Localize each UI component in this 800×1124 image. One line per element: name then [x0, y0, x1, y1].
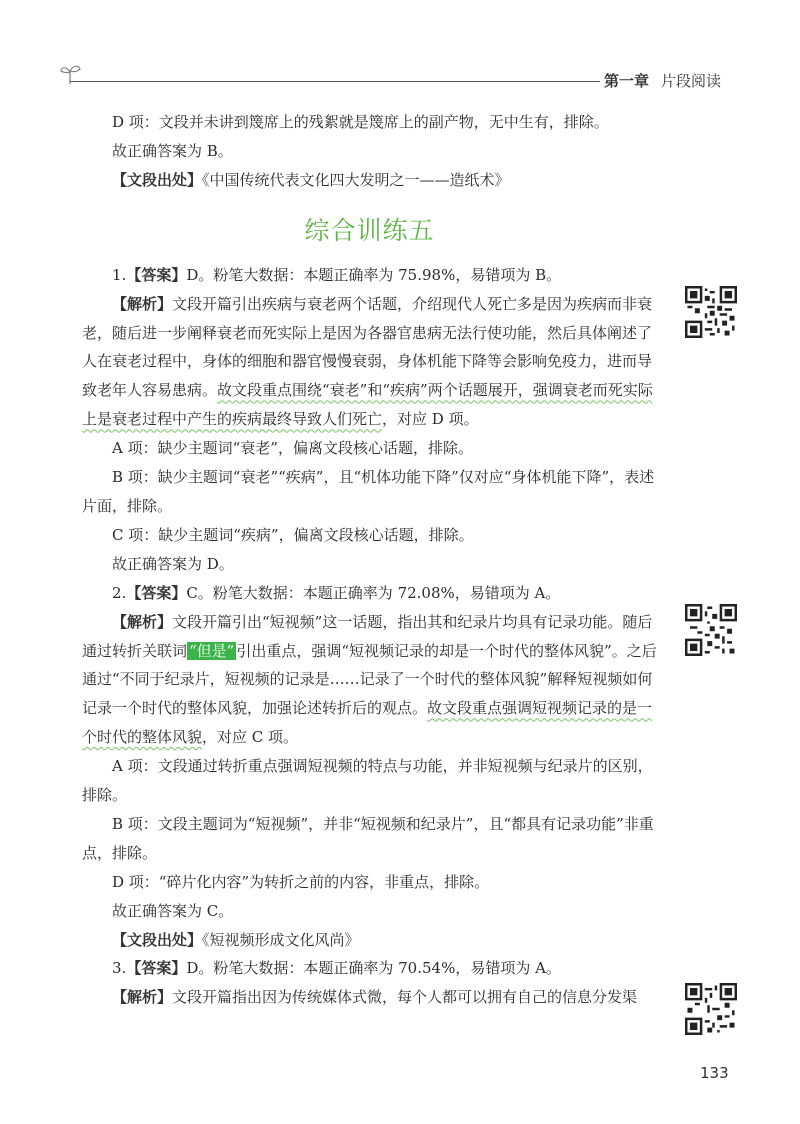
intro-source: [82, 166, 657, 195]
qr-code-icon[interactable]: [685, 983, 737, 1035]
source-title: 《中国传统代表文化四大发明之一——造纸术》: [202, 170, 510, 189]
q2-key-point: 故文段重点强调短视频记录的是一个时代的整体风貌: [82, 699, 653, 747]
qr-code-icon[interactable]: [685, 604, 737, 656]
q2-final: 故正确答案为 C。: [112, 901, 234, 920]
q2-source: [82, 926, 657, 955]
analysis-tag: 【解析】: [112, 294, 173, 313]
highlight-keyword: “但是”: [189, 641, 235, 660]
header-rule: [70, 81, 600, 82]
q1-analysis-text: 文段开篇引出疾病与衰老两个话题，介绍现代人死亡多是因为疾病而非衰老，随后进一步阐释衰老而死实际上是因为各器官患病无法行使功能，然后具体阐述了人在衰老过程中，身体的细胞和器官慢慢衰弱，身体机能下降等会影响免疫力，进而导致老年人容易患病。: [82, 294, 653, 400]
page-content: [82, 108, 657, 1012]
q1-answer-text: D。粉笔大数据：本题正确率为 75.98%，易错项为 B。: [186, 265, 562, 284]
q2-number: 2.: [112, 583, 127, 602]
answer-tag: 【答案】: [126, 959, 187, 978]
q1-final: 故正确答案为 D。: [112, 554, 234, 573]
q2-answer: [82, 579, 657, 608]
answer-tag: 【答案】: [126, 265, 187, 284]
q2-option-b: B 项：文段主题词为“短视频”，并非“短视频和纪录片”，且“都具有记录功能”非重点，排除。: [82, 814, 654, 862]
chapter-header: [604, 70, 721, 91]
source-tag: 【文段出处】: [112, 930, 203, 949]
q2-option-a: A 项：文段通过转折重点强调短视频的特点与功能，并非短视频与纪录片的区别，排除。: [82, 757, 653, 805]
q1-key-point: 故文段重点围绕“衰老”和“疾病”两个话题展开，强调衰老而死实际上是衰老过程中产生的疾病最终导致人们死亡: [82, 381, 653, 429]
answer-tag: 【答案】: [126, 583, 187, 602]
page-number: 133: [700, 1064, 729, 1082]
q2-analysis-text-2: 引出重点，强调“短视频记录的却是一个时代的整体风貌”。之后通过“不同于纪录片，短视频的记录是……记录了一个时代的整体风貌”解释短视频如何记录一个时代的整体风貌，加强论述转折后的观点。: [82, 641, 657, 718]
q1-option-b: B 项：缺少主题词“衰老”“疾病”，且“机体功能下降”仅对应“身体机能下降”，表述片面，排除。: [82, 468, 655, 515]
analysis-tag: 【解析】: [112, 988, 173, 1007]
q1-option-a: A 项：缺少主题词“衰老”，偏离文段核心话题，排除。: [112, 439, 473, 458]
qr-code-icon[interactable]: [685, 286, 737, 338]
q1-option-c: C 项：缺少主题词“疾病”，偏离文段核心话题，排除。: [112, 525, 474, 544]
q2-answer-text: C。粉笔大数据：本题正确率为 72.08%，易错项为 A。: [186, 583, 561, 602]
section-label: 片段阅读: [661, 72, 722, 90]
q3-number: 3.: [112, 959, 127, 978]
q1-number: 1.: [112, 265, 127, 284]
q3-analysis: [82, 983, 657, 1012]
source-tag: 【文段出处】: [112, 170, 203, 189]
q3-answer-text: D。粉笔大数据：本题正确率为 70.54%，易错项为 A。: [186, 959, 561, 978]
q1-analysis: [82, 290, 657, 435]
q1-answer: [82, 261, 657, 290]
chapter-label: 第一章: [604, 72, 650, 90]
analysis-tag: 【解析】: [112, 612, 173, 631]
q3-answer: [82, 954, 657, 983]
intro-line-2: 故正确答案为 B。: [112, 141, 233, 160]
q2-analysis: [82, 608, 657, 753]
source-title: 《短视频形成文化风尚》: [202, 930, 360, 949]
q2-analysis-text-1: 文段开篇引出“短视频”这一话题，指出其和纪录片均具有记录功能。随后通过转折关联词: [82, 612, 653, 660]
section-title: 综合训练五: [304, 215, 435, 245]
intro-line-1: D 项：文段并未讲到篾席上的残絮就是篾席上的副产物，无中生有，排除。: [112, 113, 609, 131]
q2-analysis-end: ，对应 C 项。: [202, 728, 299, 747]
q1-analysis-end: ，对应 D 项。: [382, 410, 479, 429]
q3-analysis-text: 文段开篇指出因为传统媒体式微，每个人都可以拥有自己的信息分发渠: [172, 988, 638, 1007]
q2-option-d: D 项：“碎片化内容”为转折之前的内容，非重点，排除。: [112, 872, 490, 891]
sprout-icon: [60, 62, 88, 86]
